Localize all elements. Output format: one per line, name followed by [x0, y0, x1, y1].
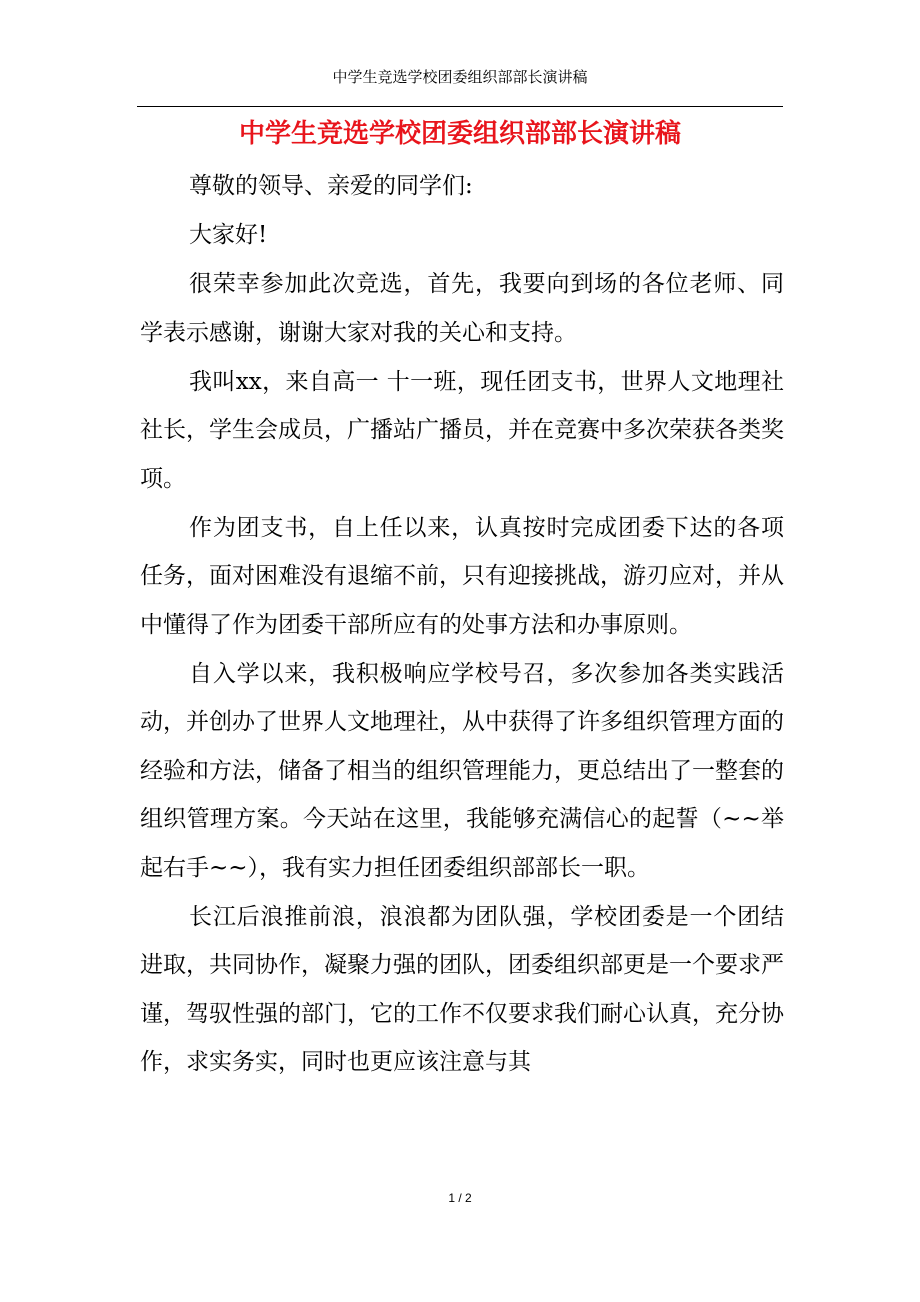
- header-divider: [137, 106, 783, 107]
- body-paragraph: 自入学以来，我积极响应学校号召，多次参加各类实践活动，并创办了世界人文地理社，从中获得了许多组织管理方面的经验和方法，储备了相当的组织管理能力，更总结出了一整套的组织管理方案。今天站在这里，我能够充满信心的起誓（~~举起右手~~），我有实力担任团委组织部部长一职。: [140, 660, 784, 881]
- body-paragraph: 很荣幸参加此次竞选，首先，我要向到场的各位老师、同学表示感谢，谢谢大家对我的关心和支持。: [140, 271, 784, 346]
- document-body: [140, 162, 784, 1087]
- body-paragraph: 长江后浪推前浪，浪浪都为团队强，学校团委是一个团结进取，共同协作，凝聚力强的团队，团委组织部更是一个要求严谨，驾驭性强的部门，它的工作不仅要求我们耐心认真，充分协作，求实务实，同时也更应该注意与其: [140, 903, 784, 1075]
- running-header: 中学生竞选学校团委组织部部长演讲稿: [332, 68, 588, 86]
- body-paragraph: 作为团支书，自上任以来，认真按时完成团委下达的各项任务，面对困难没有退缩不前，只有迎接挑战，游刃应对，并从中懂得了作为团委干部所应有的处事方法和办事原则。: [140, 514, 784, 638]
- page-number: 1 / 2: [448, 1191, 472, 1205]
- salutation: 尊敬的领导、亲爱的同学们:: [189, 173, 473, 199]
- greeting: 大家好!: [189, 222, 268, 248]
- document-title: 中学生竞选学校团委组织部部长演讲稿: [238, 119, 681, 149]
- body-paragraph: 我叫xx，来自高一 十一班，现任团支书，世界人文地理社社长，学生会成员，广播站广播员，并在竞赛中多次荣获各类奖项。: [140, 368, 784, 492]
